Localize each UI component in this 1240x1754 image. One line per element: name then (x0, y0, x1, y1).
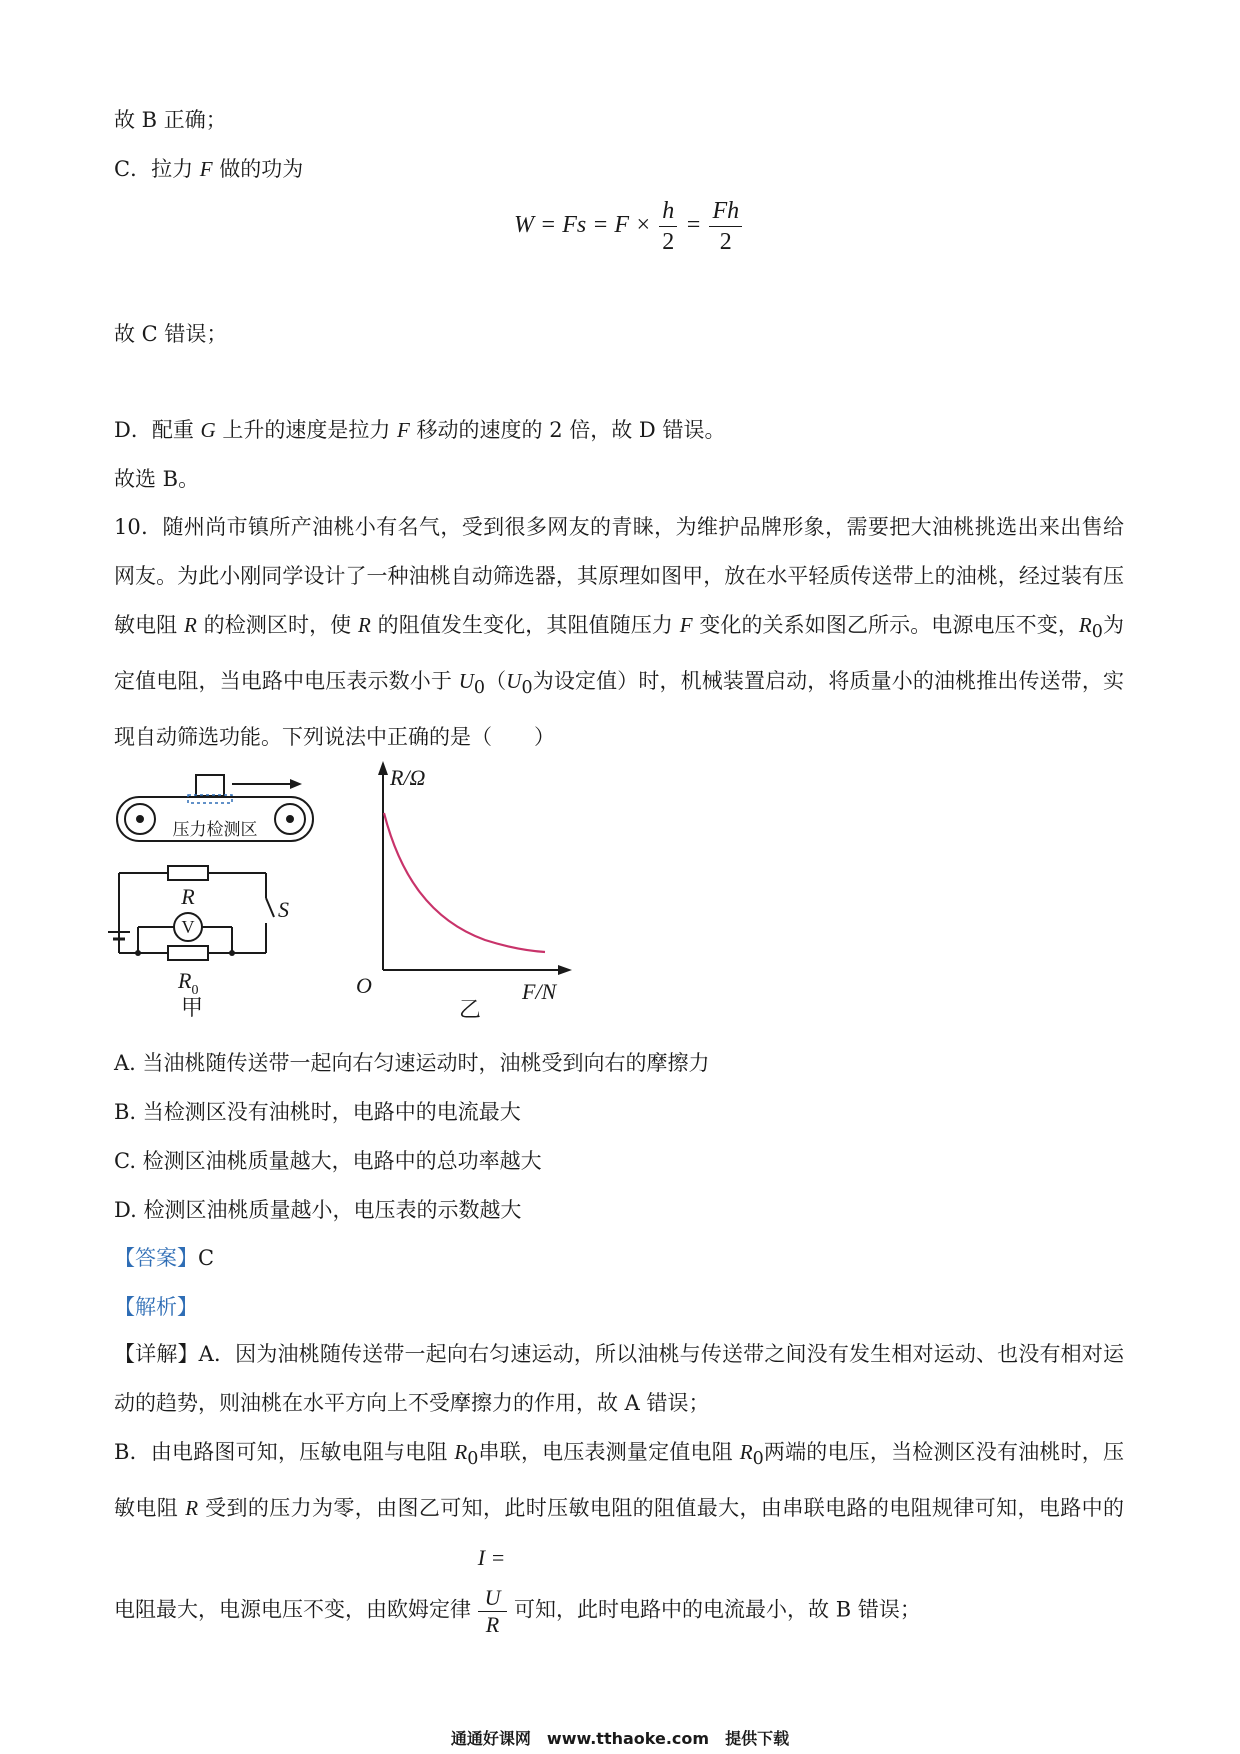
text-segment: 的检测区时，使 (196, 613, 359, 637)
text-segment: 10．随州尚市镇所产油桃小有名气，受到很多网友的青睐，为维护品牌形象，需要把大油桃挑选出来出售给网友。为此小刚同学设计了一种油桃自动筛选器，其原理如图甲，放在水平轻质传送带上的油桃，经过装有压敏电阻 (114, 515, 1124, 637)
text-segment: （ (485, 669, 507, 694)
analysis-line (114, 1293, 198, 1321)
roller-axle (287, 816, 293, 822)
text-segment: 可知，此时电路中的电流最小，故 B 错误； (507, 1597, 921, 1622)
numerator: U (478, 1585, 508, 1612)
numerator: Fh (709, 196, 742, 227)
subscript: 0 (521, 678, 533, 699)
ohm-formula (478, 1533, 508, 1689)
equals-sign: = (685, 212, 702, 239)
y-axis-arrow (378, 761, 388, 775)
fraction (659, 196, 677, 257)
text-segment: 为定值电阻，当电路中电压表示数小于 (114, 613, 1124, 694)
detail-b (114, 1428, 1124, 1689)
question-figure (100, 755, 620, 1030)
variable: R (739, 1440, 753, 1464)
circuit-diagram (108, 866, 274, 960)
resistor-r0 (168, 946, 208, 960)
y-axis-label: R/Ω (390, 765, 426, 790)
x-axis-arrow (558, 965, 572, 975)
text-segment: A．因为油桃随传送带一起向右匀速运动，所以油桃与传送带之间没有发生相对运动、也没有相对运动的趋势，则油桃在水平方向上不受摩擦力的作用，故 A 错误； (114, 1342, 1124, 1415)
answer-value: C (198, 1246, 215, 1270)
text-segment: 上升的速度是拉力 (215, 418, 398, 442)
voltmeter-label: V (181, 917, 195, 937)
text-segment: 的阻值发生变化，其阻值随压力 (370, 613, 680, 637)
junction-dot (135, 950, 141, 956)
r-f-graph (383, 770, 562, 970)
option-d: D. 检测区油桃质量越小，电压表的示数越大 (114, 1198, 522, 1222)
subscript: 0 (473, 678, 486, 699)
fraction (478, 1585, 508, 1638)
variable: G (200, 418, 216, 442)
arrow-head (290, 779, 302, 789)
variable: R (185, 1496, 199, 1521)
variable: F (679, 613, 693, 637)
variable: R (184, 613, 197, 637)
figure-yi-label: 乙 (458, 998, 482, 1023)
numerator: h (659, 196, 677, 227)
option-a: A. 当油桃随传送带一起向右匀速运动时，油桃受到向右的摩擦力 (114, 1051, 710, 1075)
text-segment: C．拉力 (114, 157, 200, 181)
text-line (114, 155, 303, 183)
denominator: 2 (662, 229, 675, 255)
analysis-tag: 【解析】 (114, 1295, 198, 1319)
text-line: 故选 B。 (114, 467, 200, 491)
variable: R (454, 1440, 468, 1464)
variable: R (1078, 613, 1092, 637)
peach-block (196, 775, 224, 796)
formula-lhs: W = Fs = F × (514, 212, 652, 239)
answer-tag: 【答案】 (114, 1246, 198, 1270)
variable: U (506, 669, 522, 694)
junction-dot (229, 950, 235, 956)
page-footer: 通通好课网 www.tthaoke.com 提供下载 (450, 1729, 790, 1748)
variable: F (397, 418, 410, 442)
detection-zone-label: 压力检测区 (172, 820, 258, 840)
figure-jia-label: 甲 (180, 996, 204, 1021)
denominator: R (485, 1611, 500, 1637)
roller-axle (137, 816, 143, 822)
text-segment: 做的功为 (212, 157, 304, 181)
denominator: 2 (719, 229, 732, 255)
text-segment: 变化的关系如图乙所示。电源电压不变， (692, 613, 1079, 637)
variable: R (358, 613, 371, 637)
text-line (114, 416, 725, 444)
text-segment: 为设定值）时，机械装置启动，将质量小的油桃推出传送带，实现自动筛选功能。下列说法中正确的是（ ） (114, 669, 1124, 750)
text-segment: B．由电路图可知，压敏电阻与电阻 (114, 1440, 455, 1464)
variable: F (199, 157, 213, 181)
text-segment: 受到的压力为零，由图乙可知，此时压敏电阻的阻值最大，由串联电路的电阻规律可知，电路中的电阻最大，电源电压不变，由欧姆定律 (114, 1496, 1124, 1622)
resistor-r (168, 866, 208, 880)
detail-tag: 【详解】 (114, 1342, 199, 1366)
work-formula (514, 196, 744, 257)
text-segment: 两端的电压，当检测区没有油桃时，压敏电阻 (114, 1440, 1124, 1521)
variable: U (458, 669, 474, 694)
text-line: 故 B 正确； (114, 108, 227, 132)
text-segment: 移动的速度的 2 倍，故 D 错误。 (409, 418, 726, 442)
switch-label: S (278, 897, 289, 922)
x-axis-label: F/N (522, 979, 557, 1004)
ohm-lhs: I = (477, 1545, 506, 1571)
option-c: C. 检测区油桃质量越大，电路中的总功率越大 (114, 1149, 542, 1173)
text-segment: 串联，电压表测量定值电阻 (478, 1440, 740, 1464)
text-line: 故 C 错误； (114, 322, 228, 346)
resistance-curve (384, 813, 545, 952)
fraction (709, 196, 742, 257)
question-10 (114, 503, 1124, 762)
subscript: 0 (1091, 622, 1103, 643)
origin-label: O (356, 973, 372, 998)
switch-s (266, 898, 274, 917)
text-segment: D．配重 (114, 418, 201, 442)
resistor-r0-label: $R_0$ (178, 968, 199, 998)
answer-line (114, 1244, 214, 1272)
option-b: B. 当检测区没有油桃时，电路中的电流最大 (114, 1100, 521, 1124)
subscript: 0 (752, 1449, 764, 1470)
resistor-r-label: R (181, 884, 195, 909)
subscript: 0 (467, 1449, 479, 1470)
detail-a (114, 1330, 1124, 1428)
